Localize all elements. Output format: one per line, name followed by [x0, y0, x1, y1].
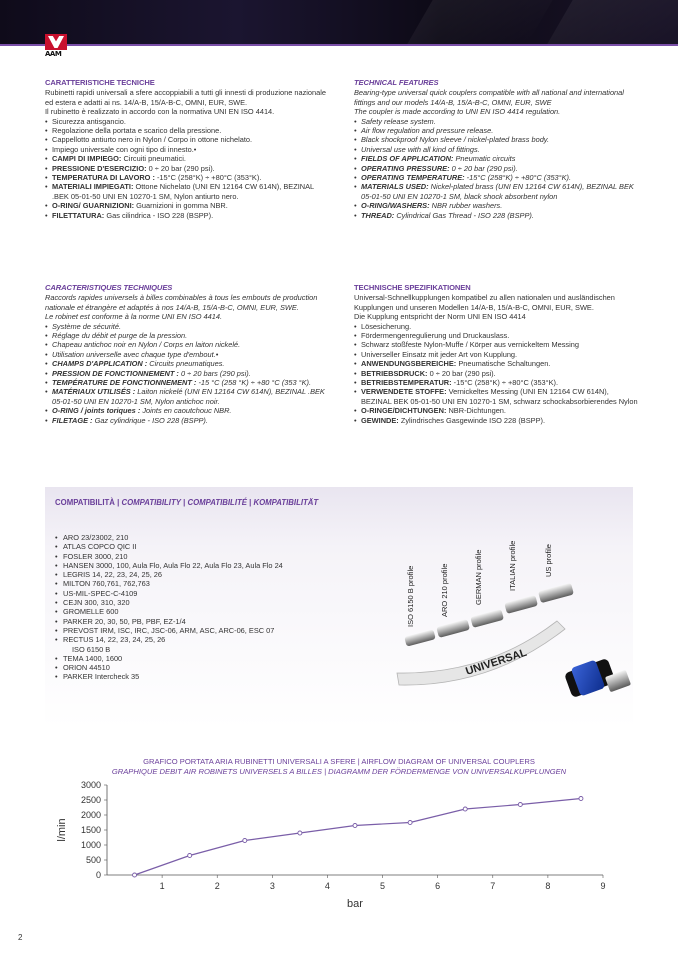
feature-item [45, 331, 330, 340]
feature-item [354, 126, 639, 135]
feature-label: GEWINDE: [361, 415, 399, 425]
feature-item [45, 378, 330, 387]
feature-label: O-RING/ GUARNIZIONI: [52, 201, 135, 211]
data-point [188, 854, 192, 858]
feature-text: 0 ÷ 20 bars (290 psi). [178, 368, 251, 378]
header-facet [547, 0, 678, 44]
plug-german [470, 609, 504, 628]
feature-item [354, 182, 639, 201]
feature-text: Air flow regulation and pressure release. [361, 126, 494, 136]
data-point [353, 824, 357, 828]
x-tick-label: 4 [324, 881, 330, 891]
section-intro2: The coupler is made according to UNI EN ISO 4414 regulation. [354, 107, 561, 117]
title-separator: | [249, 498, 252, 507]
feature-label: FILETAGE : [52, 415, 93, 425]
compatibility-panel [45, 487, 633, 728]
feature-label: OPERATING TEMPERATURE: [361, 173, 465, 183]
feature-text: Pneumatic circuits [453, 154, 516, 164]
feature-label: TEMPERATURA DI LAVORO : [52, 173, 155, 183]
feature-item [45, 145, 330, 154]
x-tick-label: 6 [435, 881, 441, 891]
compat-item: ISO 6150 B [72, 644, 111, 654]
header-facet [407, 0, 552, 44]
feature-text: 0 ÷ 20 bar (290 psi). [427, 368, 496, 378]
feature-text: Impiego universale con ogni tipo di innesto.• [52, 144, 197, 154]
section-intro: Raccords rapides universels à billes combinables à tous les embouts de production nationale et étrangère et adaptés à nos 14/A-B, 15/A-B-C, OMNI, EUR, SWE. [45, 293, 318, 312]
x-tick-label: 2 [214, 881, 220, 891]
logo-mark [45, 34, 67, 50]
feature-item [354, 117, 639, 126]
feature-text: Schwarz stoßfeste Nylon-Muffe / Körper aus vernickeltem Messing [361, 340, 579, 350]
feature-label: MATÉRIAUX UTILISÉS : [52, 387, 136, 397]
title-separator: | [117, 498, 120, 507]
feature-item [354, 340, 639, 349]
feature-text: Zylindrisches Gasgewinde ISO 228 (BSPP). [398, 415, 546, 425]
x-tick-label: 9 [600, 881, 606, 891]
compat-item: • CEJN 300, 310, 320 [55, 598, 283, 607]
compat-title-fr: COMPATIBILITÉ [187, 498, 247, 507]
data-point [518, 803, 522, 807]
feature-text: Circuits pneumatiques. [147, 359, 225, 369]
feature-text: Cappellotto antiurto nero in Nylon / Corpo in ottone nichelato. [52, 135, 253, 145]
y-tick-label: 1500 [80, 825, 101, 835]
brand-logo [45, 34, 67, 60]
x-tick-label: 5 [380, 881, 386, 891]
feature-text: Universal use with all kind of fittings. [361, 144, 480, 154]
y-tick-label: 3000 [80, 780, 101, 790]
compat-item: • PREVOST IRM, ISC, IRC, JSC-06, ARM, ASC, ARC-06, ESC 07 [55, 626, 283, 635]
data-point [463, 807, 467, 811]
compat-item: • PARKER 20, 30, 50, PB, PBF, EZ-1/4 [55, 617, 283, 626]
compat-item: • ATLAS COPCO QIC II [55, 542, 283, 551]
plug-aro-210 [436, 619, 470, 638]
feature-label: O-RINGE/DICHTUNGEN: [361, 406, 447, 416]
coupler-body [564, 658, 631, 698]
feature-text: 0 ÷ 20 bar (290 psi). [146, 163, 215, 173]
universal-label: UNIVERSAL [464, 646, 529, 678]
feature-item [45, 416, 330, 425]
feature-text: Réglage du débit et purge de la pression. [52, 331, 188, 341]
compat-title-de: KOMPATIBILITÄT [253, 498, 319, 507]
compatibility-list [55, 533, 283, 682]
feature-item [354, 359, 639, 368]
header-band [0, 0, 678, 44]
x-tick-label: 7 [490, 881, 496, 891]
chart-subtitle: GRAPHIQUE DEBIT AIR ROBINETS UNIVERSELS A BILLES | DIAGRAMM DER FÖRDERMENGE VON UNIVERSALKUPPLUNGEN [111, 767, 567, 776]
feature-text: Guarnizioni in gomma NBR. [134, 201, 228, 211]
data-point [298, 831, 302, 835]
feature-text: Pneumatische Schaltungen. [456, 359, 551, 369]
feature-label: MATERIALI IMPIEGATI: [52, 182, 134, 192]
feature-item [354, 378, 639, 387]
section-intro2: Il rubinetto è realizzato in accordo con la normativa UNI EN ISO 4414. [45, 107, 275, 117]
plug-us [538, 583, 574, 603]
y-tick-label: 1000 [80, 840, 101, 850]
y-tick-label: 0 [95, 870, 101, 880]
profile-labels [406, 541, 553, 627]
feature-label: O-RING / joints toriques : [52, 406, 141, 416]
feature-item [354, 369, 639, 378]
data-point [133, 873, 137, 877]
feature-text: Gaz cylindrique - ISO 228 (BSPP). [92, 415, 208, 425]
feature-label: CAMPI DI IMPIEGO: [52, 154, 122, 164]
universal-band [397, 621, 565, 685]
feature-text: -15°C (258°K) ÷ +80°C (353°K). [451, 378, 559, 388]
title-separator: | [183, 498, 186, 507]
section-intro: Rubinetti rapidi universali a sfere accoppiabili a tutti gli innesti di produzione nazionale ed estera e adatti ai ns. 14/A-B, 15/A-B-C, OMNI, EUR, SWE. [45, 88, 327, 107]
section-english [354, 78, 639, 220]
profile-label: ITALIAN profile [508, 540, 517, 591]
feature-item [354, 350, 639, 359]
feature-item [45, 406, 330, 415]
feature-item [45, 369, 330, 378]
feature-item [354, 406, 639, 415]
profile-label: ISO 6150 B profile [406, 565, 415, 627]
feature-item [45, 350, 330, 359]
feature-item [354, 154, 639, 163]
page-number: 2 [18, 933, 23, 942]
feature-item [354, 322, 639, 331]
feature-text: Black shockproof Nylon sleeve / nickel-plated brass body. [361, 135, 550, 145]
x-tick-label: 1 [159, 881, 165, 891]
feature-item [45, 182, 330, 201]
feature-item [354, 145, 639, 154]
feature-item [45, 173, 330, 182]
compat-item: • TEMA 1400, 1600 [55, 654, 283, 663]
section-intro2: Die Kupplung entspricht der Norm UNI EN ISO 4414 [354, 312, 526, 322]
feature-text: -15 °C (258 °K) ÷ +80 °C (353 °K). [196, 378, 312, 388]
feature-item [45, 211, 330, 220]
feature-item [45, 117, 330, 126]
compatibility-title [55, 498, 318, 507]
compat-title-it: COMPATIBILITÀ [55, 498, 115, 507]
feature-label: FIELDS OF APPLICATION: [361, 154, 454, 164]
feature-label: FILETTATURA: [52, 210, 105, 220]
section-french [45, 283, 330, 425]
feature-label: BETRIEBSDRUCK: [361, 368, 428, 378]
feature-text: Gas cilindrica - ISO 228 (BSPP). [104, 210, 214, 220]
feature-item [354, 135, 639, 144]
feature-text: -15°C (258°K) ÷ +80°C (353°K). [464, 173, 572, 183]
feature-text: Ottone Nichelato (UNI EN 12164 CW 614N), BEZINAL .BEK 05-01-50 UNI EN 10270-1 SM, Nylon antiurto nero. [52, 182, 314, 201]
feature-item [45, 164, 330, 173]
chart-svg [45, 777, 633, 927]
feature-text: Circuiti pneumatici. [121, 154, 186, 164]
feature-text: Vernickeltes Messing (UNI EN 12164 CW 614N), BEZINAL BEK 05-01-50 UNI EN 10270-1 SM, schwarz schockabsorbierendes Nylon [361, 387, 638, 406]
section-title: TECHNICAL FEATURES [354, 78, 439, 87]
feature-item [45, 135, 330, 144]
feature-text: 0 ÷ 20 bar (290 psi). [449, 163, 518, 173]
compat-item: • ARO 23/23002, 210 [55, 533, 283, 542]
feature-label: PRESSION DE FONCTIONNEMENT : [52, 368, 179, 378]
section-title: TECHNISCHE SPEZIFIKATIONEN [354, 283, 471, 292]
profile-label: GERMAN profile [474, 549, 483, 605]
feature-text: Joints en caoutchouc NBR. [140, 406, 232, 416]
compat-item: • GROMELLE 600 [55, 607, 283, 616]
feature-text: Cylindrical Gas Thread - ISO 228 (BSPP). [394, 210, 534, 220]
feature-item [354, 173, 639, 182]
feature-text: Laiton nickelé (UNI EN 12164 CW 614N), BEZINAL .BEK 05-01-50 UNI EN 10270-1 SM, Nylon antichoc noir. [52, 387, 325, 406]
coupler-illustration [367, 525, 637, 725]
compat-item: • MILTON 760,761, 762,763 [55, 579, 283, 588]
x-axis-label: bar [347, 898, 363, 910]
feature-item [354, 387, 639, 406]
feature-item [45, 322, 330, 331]
section-italian [45, 78, 330, 220]
y-tick-label: 500 [85, 855, 101, 865]
feature-list [45, 117, 330, 220]
feature-item [354, 416, 639, 425]
y-tick-label: 2000 [80, 810, 101, 820]
feature-text: Fördermengenregulierung und Druckauslass. [361, 331, 510, 341]
feature-item [45, 154, 330, 163]
feature-label: ANWENDUNGSBEREICHE: [361, 359, 457, 369]
header-rule [0, 44, 678, 46]
feature-text: NBR-Dichtungen. [446, 406, 506, 416]
feature-label: CHAMPS D'APPLICATION : [52, 359, 148, 369]
feature-label: THREAD: [361, 210, 395, 220]
feature-item [45, 340, 330, 349]
airflow-chart [45, 757, 633, 917]
feature-label: TEMPÉRATURE DE FONCTIONNEMENT : [52, 378, 197, 388]
feature-text: Sicurezza antisgancio. [52, 116, 126, 126]
compat-item: • HANSEN 3000, 100, Aula Flo, Aula Flo 22, Aula Flo 23, Aula Flo 24 [55, 561, 283, 570]
feature-item [45, 359, 330, 368]
section-german [354, 283, 639, 425]
compat-item: • US-MIL-SPEC-C-4109 [55, 589, 283, 598]
compat-item: • LEGRIS 14, 22, 23, 24, 25, 26 [55, 570, 283, 579]
feature-item [45, 387, 330, 406]
feature-item [45, 126, 330, 135]
feature-item [354, 331, 639, 340]
profile-label: US profile [544, 544, 553, 577]
data-point [579, 797, 583, 801]
feature-item [45, 201, 330, 210]
compat-item: • FOSLER 3000, 210 [55, 552, 283, 561]
compat-item: • ORION 44510 [55, 663, 283, 672]
y-tick-label: 2500 [80, 795, 101, 805]
feature-item [354, 201, 639, 210]
data-point [408, 821, 412, 825]
compat-item: • RECTUS 14, 22, 23, 24, 25, 26 [55, 635, 283, 644]
data-point [243, 839, 247, 843]
feature-label: OPERATING PRESSURE: [361, 163, 450, 173]
feature-item [354, 211, 639, 220]
feature-text: Universeller Einsatz mit jeder Art von Kupplung. [361, 349, 518, 359]
section-intro: Bearing-type universal quick couplers compatible with all national and international fittings and our models 14/A-B, 15/A-B-C, OMNI, EUR, SWE [354, 88, 624, 107]
compat-item: • PARKER Intercheck 35 [55, 672, 283, 681]
section-intro2: Le robinet est conforme à la norme UNI EN ISO 4414. [45, 312, 223, 322]
compat-title-en: COMPATIBILITY [121, 498, 181, 507]
feature-text: -15°C (258°K) ÷ +80°C (353°K). [154, 173, 262, 183]
logo-text: AAM [45, 50, 62, 58]
airflow-series-line [135, 799, 581, 876]
x-tick-label: 3 [269, 881, 275, 891]
feature-label: PRESSIONE D'ESERCIZIO: [52, 163, 147, 173]
feature-text: Utilisation universelle avec chaque type d'embout.• [52, 349, 219, 359]
feature-text: NBR rubber washers. [429, 201, 503, 211]
profile-label: ARO 210 profile [440, 563, 449, 617]
feature-text: Chapeau antichoc noir en Nylon / Corps en laiton nickelé. [52, 340, 241, 350]
feature-list [354, 322, 639, 425]
feature-label: VERWENDETE STOFFE: [361, 387, 447, 397]
y-axis-label: l/min [56, 818, 68, 842]
plug-iso-6150b [404, 629, 436, 646]
x-tick-label: 8 [545, 881, 551, 891]
feature-label: MATERIALS USED: [361, 182, 429, 192]
section-title: CARACTERISTIQUES TECHNIQUES [45, 283, 173, 292]
feature-text: Système de sécurité. [52, 321, 122, 331]
plug-italian [504, 595, 538, 614]
section-intro: Universal-Schnellkupplungen kompatibel zu allen nationalen und ausländischen Kupplungen und unseren Modellen 14/A-B, 15/A-B-C, OMNI, EUR, SWE. [354, 293, 615, 312]
chart-title: GRAFICO PORTATA ARIA RUBINETTI UNIVERSALI A SFERE | AIRFLOW DIAGRAM OF UNIVERSAL COUPLERS [143, 757, 535, 766]
feature-text: Lösesicherung. [361, 321, 412, 331]
feature-list [354, 117, 639, 220]
feature-label: BETRIEBSTEMPERATUR: [361, 378, 452, 388]
feature-text: Regolazione della portata e scarico della pressione. [52, 126, 222, 136]
feature-item [354, 164, 639, 173]
feature-text: Safety release system. [361, 116, 436, 126]
feature-list [45, 322, 330, 425]
section-title: CARATTERISTICHE TECNICHE [45, 78, 155, 87]
feature-label: O-RING/WASHERS: [361, 201, 430, 211]
feature-text: Nickel-plated brass (UNI EN 12164 CW 614N), BEZINAL BEK 05-01-50 UNI EN 10270-1 SM, black shock absorbent nylon [361, 182, 634, 201]
